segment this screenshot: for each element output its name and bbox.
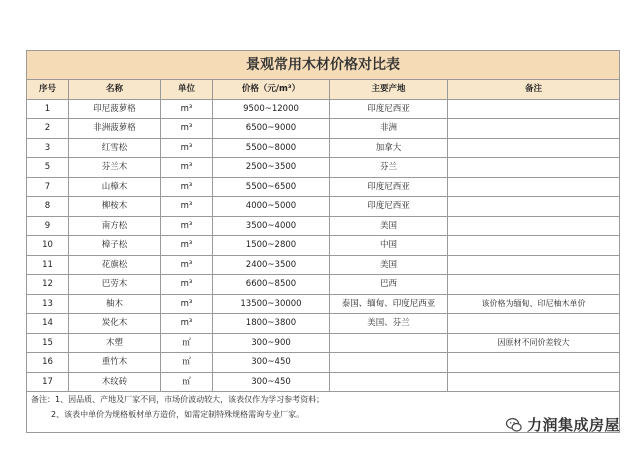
cell-price: 5500~8000	[213, 138, 330, 158]
table-row	[27, 314, 620, 334]
table-row	[27, 236, 620, 256]
cell-price: 1500~2800	[213, 236, 330, 256]
cell-unit: m³	[161, 197, 213, 217]
cell-no: 8	[27, 197, 69, 217]
cell-unit: ㎡	[161, 353, 213, 373]
cell-origin: 非洲	[330, 119, 448, 139]
cell-origin: 美国、芬兰	[330, 314, 448, 334]
header-note: 备注	[448, 80, 620, 100]
cell-note	[448, 255, 620, 275]
cell-note	[448, 275, 620, 295]
cell-note: 该价格为缅甸、印尼柚木单价	[448, 294, 620, 314]
table-row	[27, 158, 620, 178]
cell-name: 印尼菠萝格	[69, 99, 161, 119]
cell-no: 7	[27, 177, 69, 197]
cell-name: 柚木	[69, 294, 161, 314]
cell-note	[448, 372, 620, 392]
cell-origin: 泰国、缅甸、印度尼西亚	[330, 294, 448, 314]
cell-name: 巴劳木	[69, 275, 161, 295]
cell-origin: 加拿大	[330, 138, 448, 158]
table-row	[27, 99, 620, 119]
cell-price: 5500~6500	[213, 177, 330, 197]
cell-note	[448, 177, 620, 197]
header-price: 价格（元/m³）	[213, 80, 330, 100]
cell-unit: m³	[161, 99, 213, 119]
cell-no: 15	[27, 333, 69, 353]
cell-name: 非洲菠萝格	[69, 119, 161, 139]
cell-unit: ㎡	[161, 333, 213, 353]
cell-origin: 中国	[330, 236, 448, 256]
cell-unit: m³	[161, 314, 213, 334]
watermark	[505, 414, 620, 435]
table-row	[27, 255, 620, 275]
cell-no: 3	[27, 138, 69, 158]
cell-name: 花旗松	[69, 255, 161, 275]
cell-unit: m³	[161, 255, 213, 275]
cell-price: 6500~9000	[213, 119, 330, 139]
cell-name: 红雪松	[69, 138, 161, 158]
table-row	[27, 372, 620, 392]
table-row	[27, 138, 620, 158]
cell-no: 2	[27, 119, 69, 139]
cell-price: 1800~3800	[213, 314, 330, 334]
header-unit: 单位	[161, 80, 213, 100]
cell-no: 16	[27, 353, 69, 373]
cell-price: 2400~3500	[213, 255, 330, 275]
cell-name: 木纹砖	[69, 372, 161, 392]
cell-origin: 美国	[330, 255, 448, 275]
header-name: 名称	[69, 80, 161, 100]
cell-price: 13500~30000	[213, 294, 330, 314]
cell-origin: 巴西	[330, 275, 448, 295]
cell-unit: m³	[161, 216, 213, 236]
cell-origin: 芬兰	[330, 158, 448, 178]
note-line-1: 备注：1、因品质、产地及厂家不同，市场价波动较大，该表仅作为学习参考资料；	[31, 395, 325, 404]
cell-no: 1	[27, 99, 69, 119]
cell-no: 13	[27, 294, 69, 314]
cell-no: 17	[27, 372, 69, 392]
cell-no: 9	[27, 216, 69, 236]
cell-note: 因原材不同价差较大	[448, 333, 620, 353]
cell-price: 9500~12000	[213, 99, 330, 119]
cell-name: 木塑	[69, 333, 161, 353]
header-row	[27, 80, 620, 100]
cell-name: 芬兰木	[69, 158, 161, 178]
wood-price-table	[26, 50, 620, 433]
cell-origin: 印度尼西亚	[330, 99, 448, 119]
header-origin: 主要产地	[330, 80, 448, 100]
cell-name: 樟子松	[69, 236, 161, 256]
cell-origin: 印度尼西亚	[330, 197, 448, 217]
cell-origin	[330, 353, 448, 373]
table-row	[27, 275, 620, 295]
wechat-icon	[505, 416, 523, 434]
cell-unit: m³	[161, 294, 213, 314]
cell-name: 炭化木	[69, 314, 161, 334]
cell-price: 3500~4000	[213, 216, 330, 236]
table-row	[27, 216, 620, 236]
cell-note	[448, 197, 620, 217]
cell-price: 4000~5000	[213, 197, 330, 217]
cell-price: 2500~3500	[213, 158, 330, 178]
cell-unit: m³	[161, 177, 213, 197]
cell-note	[448, 314, 620, 334]
cell-note	[448, 119, 620, 139]
cell-unit: m³	[161, 138, 213, 158]
cell-origin	[330, 333, 448, 353]
cell-no: 12	[27, 275, 69, 295]
cell-no: 5	[27, 158, 69, 178]
cell-price: 300~450	[213, 353, 330, 373]
cell-name: 南方松	[69, 216, 161, 236]
table-row	[27, 294, 620, 314]
cell-name: 柳桉木	[69, 197, 161, 217]
cell-name: 重竹木	[69, 353, 161, 373]
table-title: 景观常用木材价格对比表	[27, 51, 620, 80]
table-body	[27, 99, 620, 392]
watermark-text: 力润集成房屋	[526, 416, 620, 434]
cell-unit: m³	[161, 158, 213, 178]
cell-origin	[330, 372, 448, 392]
cell-note	[448, 236, 620, 256]
cell-unit: ㎡	[161, 372, 213, 392]
cell-unit: m³	[161, 119, 213, 139]
cell-price: 300~450	[213, 372, 330, 392]
cell-price: 300~900	[213, 333, 330, 353]
cell-unit: m³	[161, 275, 213, 295]
cell-origin: 美国	[330, 216, 448, 236]
cell-note	[448, 353, 620, 373]
cell-no: 10	[27, 236, 69, 256]
table-row	[27, 119, 620, 139]
table-row	[27, 177, 620, 197]
cell-note	[448, 158, 620, 178]
cell-note	[448, 99, 620, 119]
table-row	[27, 333, 620, 353]
cell-origin: 印度尼西亚	[330, 177, 448, 197]
cell-no: 11	[27, 255, 69, 275]
cell-note	[448, 138, 620, 158]
cell-name: 山樟木	[69, 177, 161, 197]
table-row	[27, 197, 620, 217]
note-line-2: 2、该表中单价为规格板材单方造价，如需定制特殊规格需询专业厂家。	[51, 410, 305, 419]
cell-no: 14	[27, 314, 69, 334]
header-no: 序号	[27, 80, 69, 100]
table-row	[27, 353, 620, 373]
cell-unit: m³	[161, 236, 213, 256]
price-comparison-sheet	[26, 50, 619, 433]
cell-note	[448, 216, 620, 236]
cell-price: 6600~8500	[213, 275, 330, 295]
